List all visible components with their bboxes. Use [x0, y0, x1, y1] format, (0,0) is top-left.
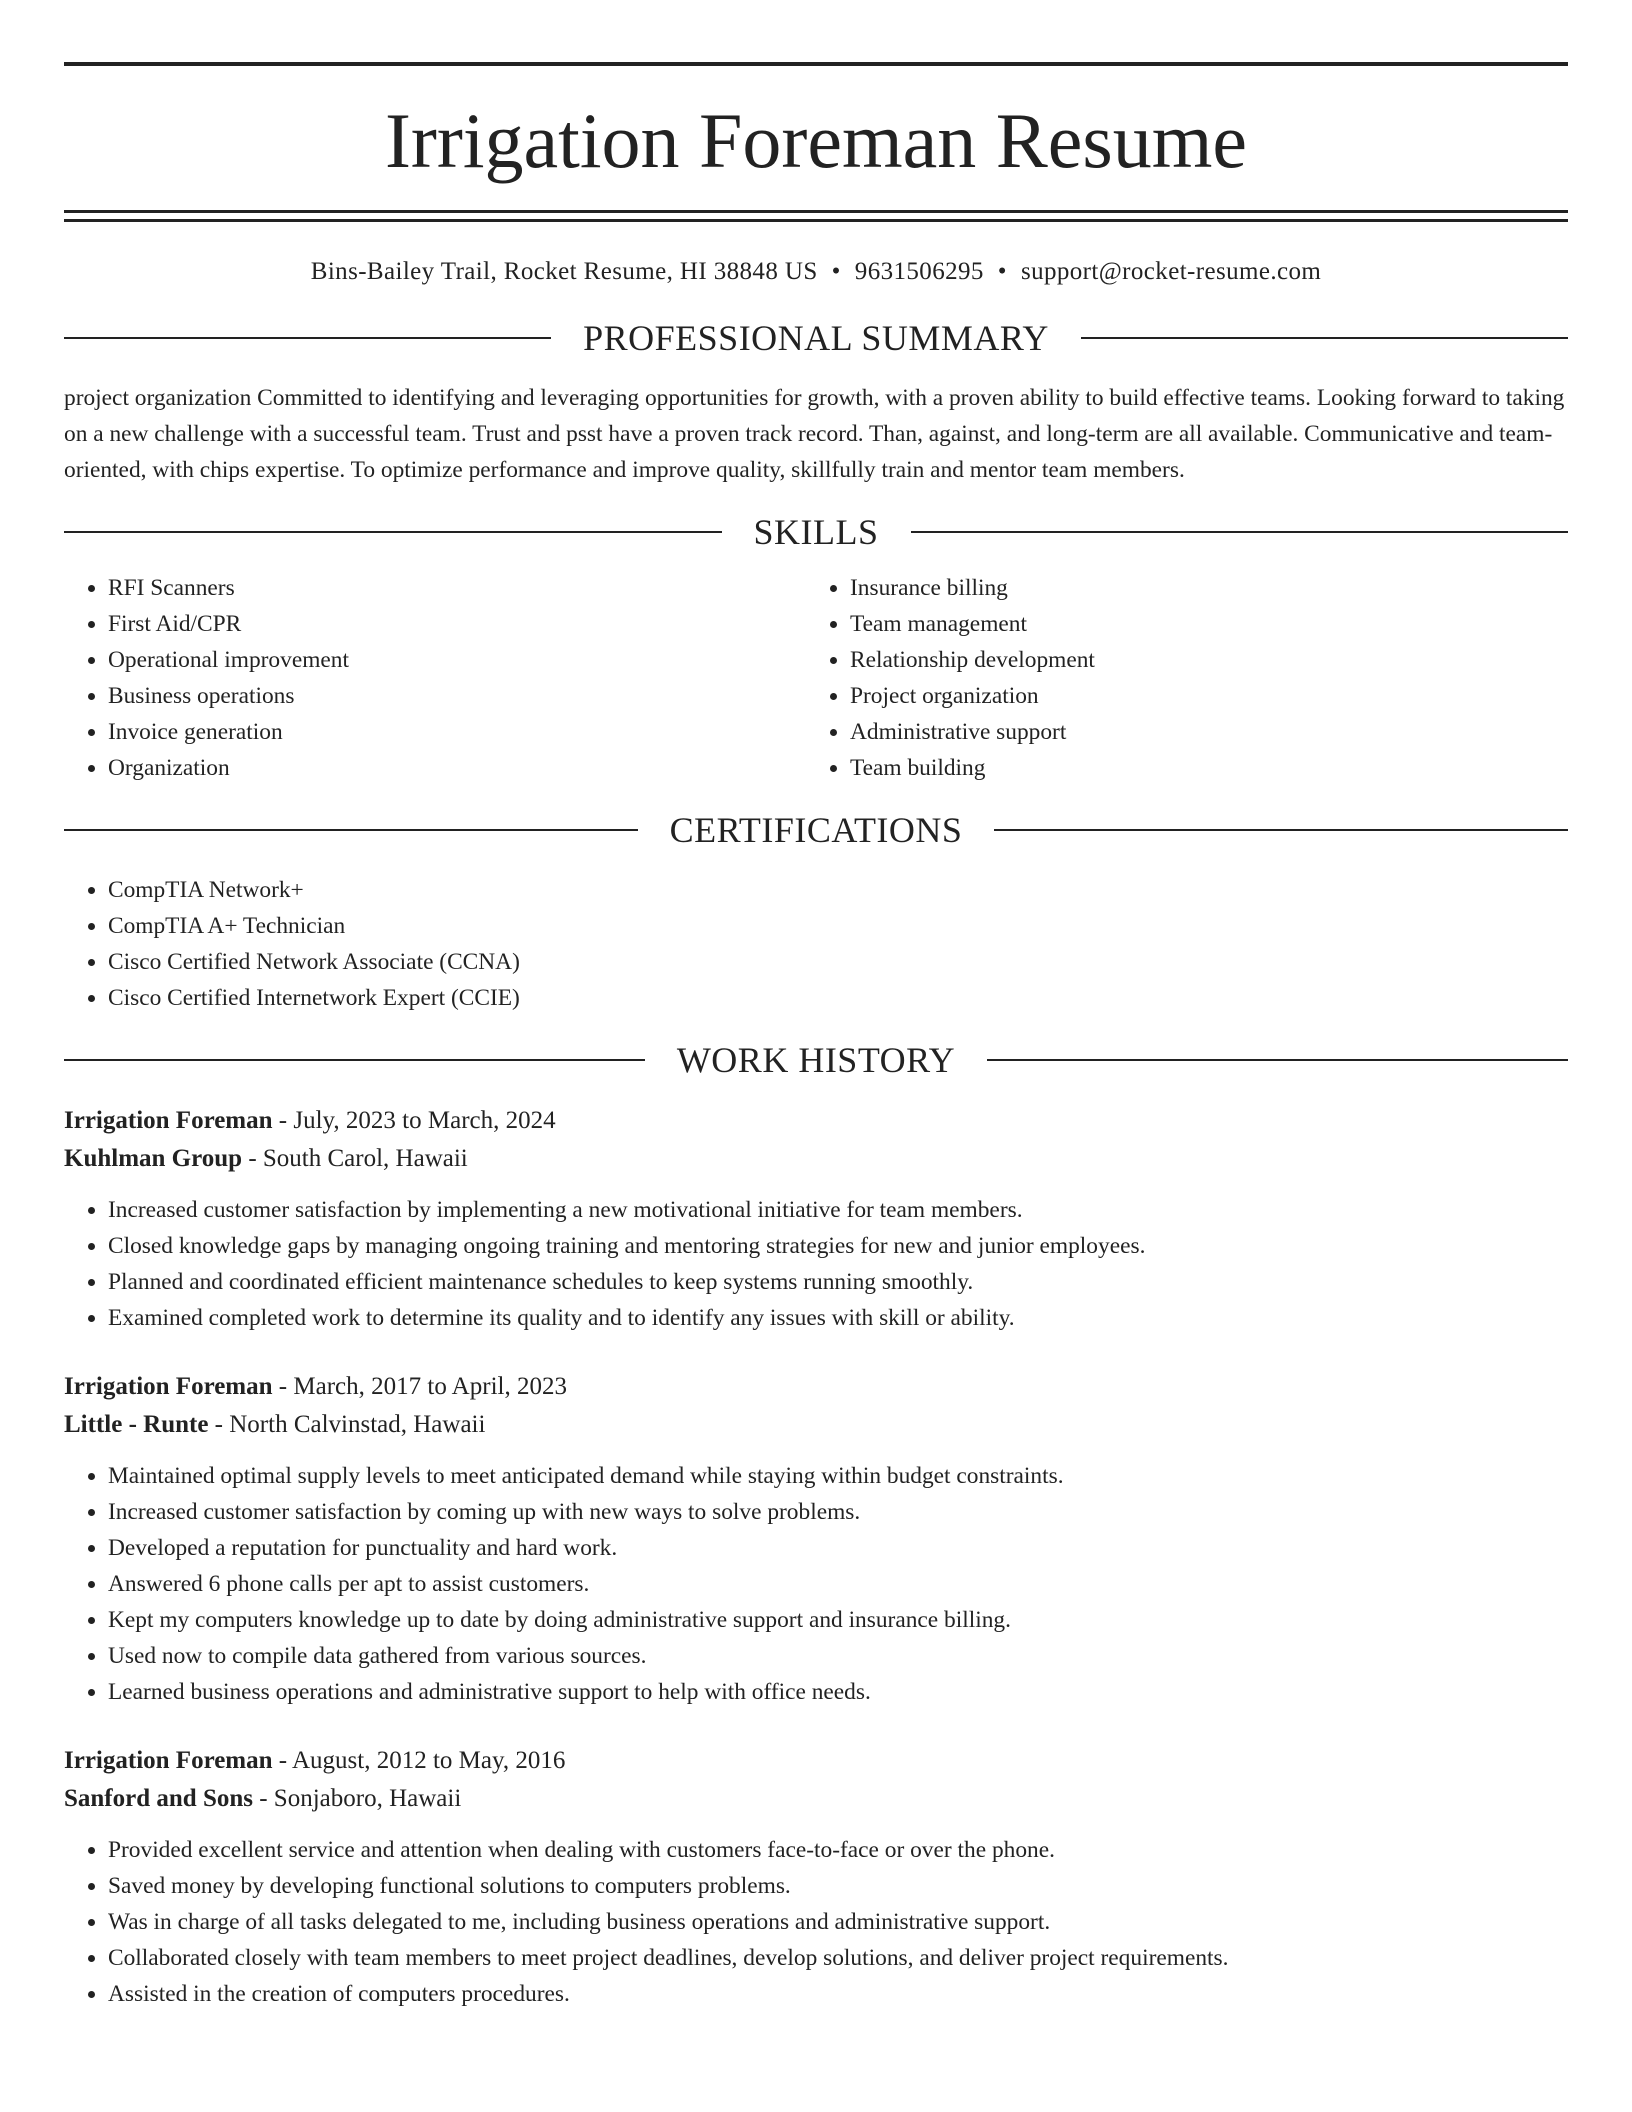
certification-item: • Cisco Certified Internetwork Expert (CCIE): [108, 980, 1568, 1016]
job-company: Little - Runte: [64, 1411, 209, 1438]
job-bullet: • Developed a reputation for punctuality and hard work.: [108, 1530, 1568, 1566]
skill-item: • Operational improvement: [108, 642, 806, 678]
job-bullet: • Assisted in the creation of computers procedures.: [108, 1976, 1568, 2012]
job-company: Kuhlman Group: [64, 1145, 243, 1172]
job-bullets: [64, 1832, 1568, 2012]
job-bullet: • Increased customer satisfaction by implementing a new motivational initiative for team members.: [108, 1192, 1568, 1228]
job-bullet: • Maintained optimal supply levels to meet anticipated demand while staying within budget constraints.: [108, 1458, 1568, 1494]
job-company-line: [64, 1780, 1568, 1818]
section-rule: [1081, 337, 1568, 339]
section-title-summary: PROFESSIONAL SUMMARY: [583, 318, 1049, 358]
job-bullet: • Was in charge of all tasks delegated to me, including business operations and administrative support.: [108, 1904, 1568, 1940]
skill-item: • RFI Scanners: [108, 570, 806, 606]
job-bullet: • Increased customer satisfaction by coming up with new ways to solve problems.: [108, 1494, 1568, 1530]
job-location: - North Calvinstad, Hawaii: [208, 1411, 486, 1438]
skill-item: • Relationship development: [850, 642, 1548, 678]
skill-item: • Team building: [850, 750, 1548, 786]
contact-phone: 9631506295: [854, 258, 984, 285]
section-header-work-history: [64, 1042, 1568, 1078]
skills-columns: [64, 570, 1568, 786]
job-dates: - August, 2012 to May, 2016: [272, 1747, 566, 1774]
section-header-summary: [64, 320, 1568, 356]
job-title: Irrigation Foreman: [64, 1107, 273, 1134]
certifications-list: [64, 872, 1568, 1016]
summary-paragraph: project organization Committed to identifying and leveraging opportunities for growth, with a proven ability to build effective teams. Looking forward to taking on a new challenge with a successful team. Trust and psst have a proven track record. Than, against, and long-term are all available. Communicative and team-oriented, with chips expertise. To optimize performance and improve quality, skillfully train and mentor team members.: [64, 385, 1565, 483]
job-dates: - July, 2023 to March, 2024: [272, 1107, 556, 1134]
job-title: Irrigation Foreman: [64, 1373, 273, 1400]
job-title-line: [64, 1102, 1568, 1140]
section-rule: [994, 829, 1568, 831]
contact-line: [64, 258, 1568, 286]
section-rule: [64, 829, 638, 831]
job-bullets: [64, 1458, 1568, 1710]
job-bullet: • Closed knowledge gaps by managing ongoing training and mentoring strategies for new and junior employees.: [108, 1228, 1568, 1264]
job-entry: [64, 1742, 1568, 2012]
job-bullet: • Planned and coordinated efficient maintenance schedules to keep systems running smoothly.: [108, 1264, 1568, 1300]
contact-address: Bins-Bailey Trail, Rocket Resume, HI 38848 US: [310, 258, 818, 285]
job-entry: [64, 1368, 1568, 1710]
job-location: - Sonjaboro, Hawaii: [252, 1785, 462, 1812]
section-rule: [64, 337, 551, 339]
job-bullet: • Saved money by developing functional solutions to computers problems.: [108, 1868, 1568, 1904]
certification-item: • Cisco Certified Network Associate (CCNA): [108, 944, 1568, 980]
job-company: Sanford and Sons: [64, 1785, 253, 1812]
job-bullet: • Collaborated closely with team members to meet project deadlines, develop solutions, and deliver project requirements.: [108, 1940, 1568, 1976]
job-title-line: [64, 1368, 1568, 1406]
job-bullet: • Learned business operations and administrative support to help with office needs.: [108, 1674, 1568, 1710]
job-dates: - March, 2017 to April, 2023: [272, 1373, 567, 1400]
certification-item: • CompTIA Network+: [108, 872, 1568, 908]
contact-email: support@rocket-resume.com: [1020, 258, 1322, 285]
section-rule: [987, 1059, 1568, 1061]
title-double-rule: [64, 210, 1568, 222]
skill-item: • Team management: [850, 606, 1548, 642]
job-bullet: • Examined completed work to determine its quality and to identify any issues with skill or ability.: [108, 1300, 1568, 1336]
certification-item: • CompTIA A+ Technician: [108, 908, 1568, 944]
skill-item: • Administrative support: [850, 714, 1548, 750]
skill-item: • Insurance billing: [850, 570, 1548, 606]
section-rule: [64, 1059, 645, 1061]
skills-list-right: [806, 570, 1548, 786]
section-rule: [911, 531, 1569, 533]
resume-title: Irrigation Foreman Resume: [384, 97, 1248, 184]
job-bullet: • Used now to compile data gathered from various sources.: [108, 1638, 1568, 1674]
skill-item: • Business operations: [108, 678, 806, 714]
job-bullet: • Answered 6 phone calls per apt to assist customers.: [108, 1566, 1568, 1602]
job-company-line: [64, 1140, 1568, 1178]
job-title-line: [64, 1742, 1568, 1780]
job-title: Irrigation Foreman: [64, 1747, 273, 1774]
section-header-certifications: [64, 812, 1568, 848]
job-entry: [64, 1102, 1568, 1336]
job-bullets: [64, 1192, 1568, 1336]
skill-item: • Project organization: [850, 678, 1548, 714]
contact-separator: •: [997, 258, 1007, 285]
skills-list-left: [64, 570, 806, 786]
top-rule: [64, 62, 1568, 66]
section-title-skills: SKILLS: [753, 512, 879, 552]
contact-separator: •: [831, 258, 841, 285]
section-title-certifications: CERTIFICATIONS: [669, 810, 963, 850]
section-title-work-history: WORK HISTORY: [676, 1040, 956, 1080]
skill-item: • First Aid/CPR: [108, 606, 806, 642]
skill-item: • Invoice generation: [108, 714, 806, 750]
job-location: - South Carol, Hawaii: [242, 1145, 468, 1172]
job-bullet: • Kept my computers knowledge up to date by doing administrative support and insurance billing.: [108, 1602, 1568, 1638]
job-bullet: • Provided excellent service and attention when dealing with customers face-to-face or over the phone.: [108, 1832, 1568, 1868]
section-rule: [64, 531, 722, 533]
job-company-line: [64, 1406, 1568, 1444]
skill-item: • Organization: [108, 750, 806, 786]
section-header-skills: [64, 514, 1568, 550]
